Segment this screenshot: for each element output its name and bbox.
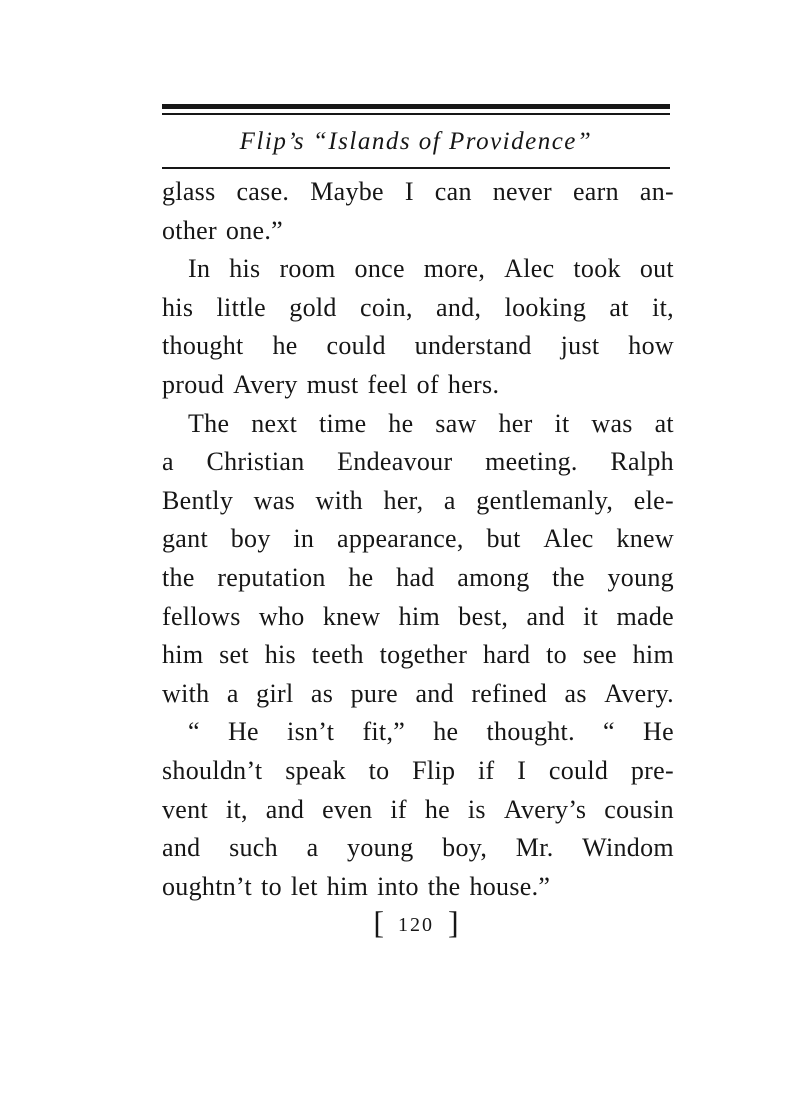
- text-line: vent it, and even if he is Avery’s cousin: [162, 794, 674, 824]
- text-line: and such a young boy, Mr. Windom: [162, 833, 674, 863]
- running-head: Flip’s “Islands of Providence”: [239, 128, 593, 155]
- header-rule-thick: [162, 104, 670, 109]
- page-number: [162, 902, 670, 942]
- header-rule-thin: [162, 113, 670, 115]
- text-line: Bently was with her, a gentlemanly, ele-: [162, 485, 674, 515]
- text-line: his little gold coin, and, looking at it,: [162, 292, 674, 322]
- text-line: glass case. Maybe I can never earn an-: [162, 177, 674, 206]
- text-line: him set his teeth together hard to see him: [162, 640, 674, 670]
- text-line: other one.”: [162, 215, 284, 245]
- text-line: oughtn’t to let him into the house.”: [162, 871, 551, 901]
- text-line: The next time he saw her it was at: [188, 408, 674, 438]
- text-line: proud Avery must feel of hers.: [162, 369, 500, 399]
- folio-open-bracket: [: [373, 904, 384, 940]
- text-line: the reputation he had among the young: [162, 562, 674, 592]
- page-number-value: 120: [398, 914, 434, 936]
- text-line: fellows who knew him best, and it made: [162, 601, 674, 631]
- text-line: thought he could understand just how: [162, 331, 674, 361]
- text-line: a Christian Endeavour meeting. Ralph: [162, 447, 674, 477]
- text-line: “ He isn’t fit,” he thought. “ He: [188, 717, 674, 747]
- folio-close-bracket: ]: [448, 904, 459, 940]
- text-line: with a girl as pure and refined as Avery.: [162, 678, 674, 708]
- text-line: gant boy in appearance, but Alec knew: [162, 524, 674, 554]
- body-text: [162, 173, 674, 906]
- text-line: In his room once more, Alec took out: [188, 254, 674, 284]
- header-rule-bottom: [162, 167, 670, 169]
- text-line: shouldn’t speak to Flip if I could pre-: [162, 755, 674, 785]
